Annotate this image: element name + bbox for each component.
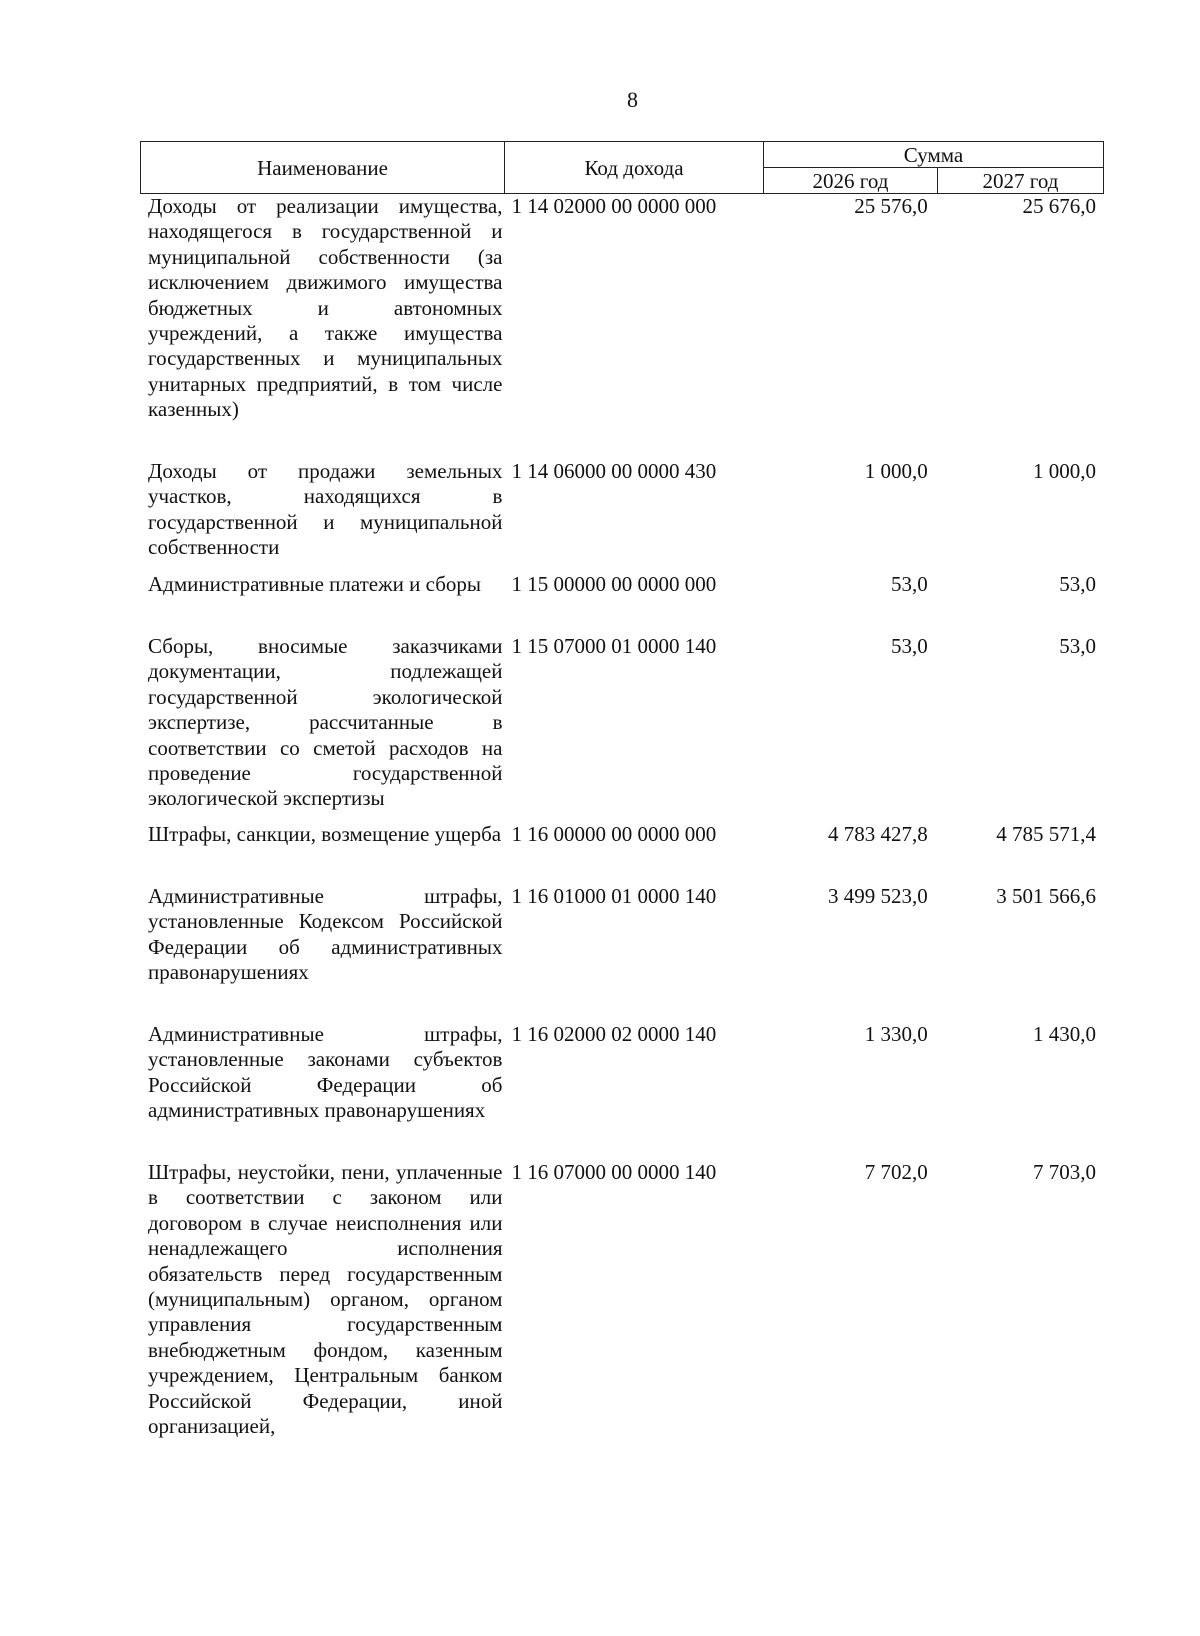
row-name: Административные штрафы, установленные законами субъектов Российской Федерации об административных правонарушениях <box>148 1022 503 1123</box>
row-code: 1 15 07000 01 0000 140 <box>511 634 717 658</box>
row-value-2027: 53,0 <box>1059 572 1096 596</box>
row-value-2027: 7 703,0 <box>1033 1160 1096 1184</box>
row-value-2026: 3 499 523,0 <box>827 884 928 908</box>
table-row <box>140 822 1103 884</box>
row-value-2027: 1 000,0 <box>1033 459 1096 483</box>
row-value-2026: 1 330,0 <box>864 1022 928 1046</box>
row-code: 1 16 07000 00 0000 140 <box>511 1160 717 1184</box>
row-name: Административные штрафы, установленные Кодексом Российской Федерации об административных правонарушениях <box>148 884 503 985</box>
header-year-2026: 2026 год <box>764 168 938 194</box>
row-code: 1 14 02000 00 0000 000 <box>511 194 717 218</box>
row-name: Доходы от продажи земельных участков, находящихся в государственной и муниципальной собственности <box>148 459 503 560</box>
row-value-2026: 1 000,0 <box>864 459 928 483</box>
header-sum: Сумма <box>764 142 1104 168</box>
table-row <box>140 634 1103 822</box>
row-value-2026: 25 576,0 <box>854 194 928 218</box>
row-value-2027: 53,0 <box>1059 634 1096 658</box>
table-row <box>140 459 1103 572</box>
row-code: 1 16 02000 02 0000 140 <box>511 1022 717 1046</box>
table-row <box>140 884 1103 1022</box>
table-row <box>140 1160 1103 1460</box>
row-name: Сборы, вносимые заказчиками документации, подлежащей государственной экологической экспертизе, рассчитанные в соответствии со сметой расходов на проведение государственной экологической экспертизы <box>148 634 503 811</box>
header-name: Наименование <box>141 142 505 194</box>
row-value-2027: 1 430,0 <box>1033 1022 1096 1046</box>
row-value-2026: 7 702,0 <box>864 1160 928 1184</box>
page-number: 8 <box>627 87 638 112</box>
row-value-2026: 4 783 427,8 <box>827 822 928 846</box>
table-header <box>140 141 1104 194</box>
table-row <box>140 194 1103 459</box>
header-year-2027: 2027 год <box>938 168 1104 194</box>
row-value-2027: 4 785 571,4 <box>996 822 1096 846</box>
row-name: Административные платежи и сборы <box>148 572 481 596</box>
row-name: Доходы от реализации имущества, находящегося в государственной и муниципальной собственности (за исключением движимого имущества бюджетных и автономных учреждений, а также имущества государственных и муниципальных унитарных предприятий, в том числе казенных) <box>148 194 503 422</box>
row-value-2026: 53,0 <box>890 572 928 596</box>
row-name: Штрафы, санкции, возмещение ущерба <box>148 822 502 846</box>
table-row <box>140 1022 1103 1160</box>
row-name: Штрафы, неустойки, пени, уплаченные в соответствии с законом или договором в случае неисполнения или ненадлежащего исполнения обязательств перед государственным (муниципальным) органом, органом управления государственным внебюджетным фондом, казенным учреждением, Центральным банком Российской Федерации, иной организацией, <box>148 1160 503 1439</box>
table-body <box>140 194 1103 1460</box>
row-value-2027: 3 501 566,6 <box>996 884 1096 908</box>
row-value-2027: 25 676,0 <box>1022 194 1096 218</box>
header-code: Код дохода <box>505 142 764 194</box>
row-value-2026: 53,0 <box>890 634 928 658</box>
row-code: 1 16 00000 00 0000 000 <box>511 822 717 846</box>
row-code: 1 15 00000 00 0000 000 <box>511 572 717 596</box>
row-code: 1 16 01000 01 0000 140 <box>511 884 717 908</box>
row-code: 1 14 06000 00 0000 430 <box>511 459 717 483</box>
table-row <box>140 572 1103 634</box>
